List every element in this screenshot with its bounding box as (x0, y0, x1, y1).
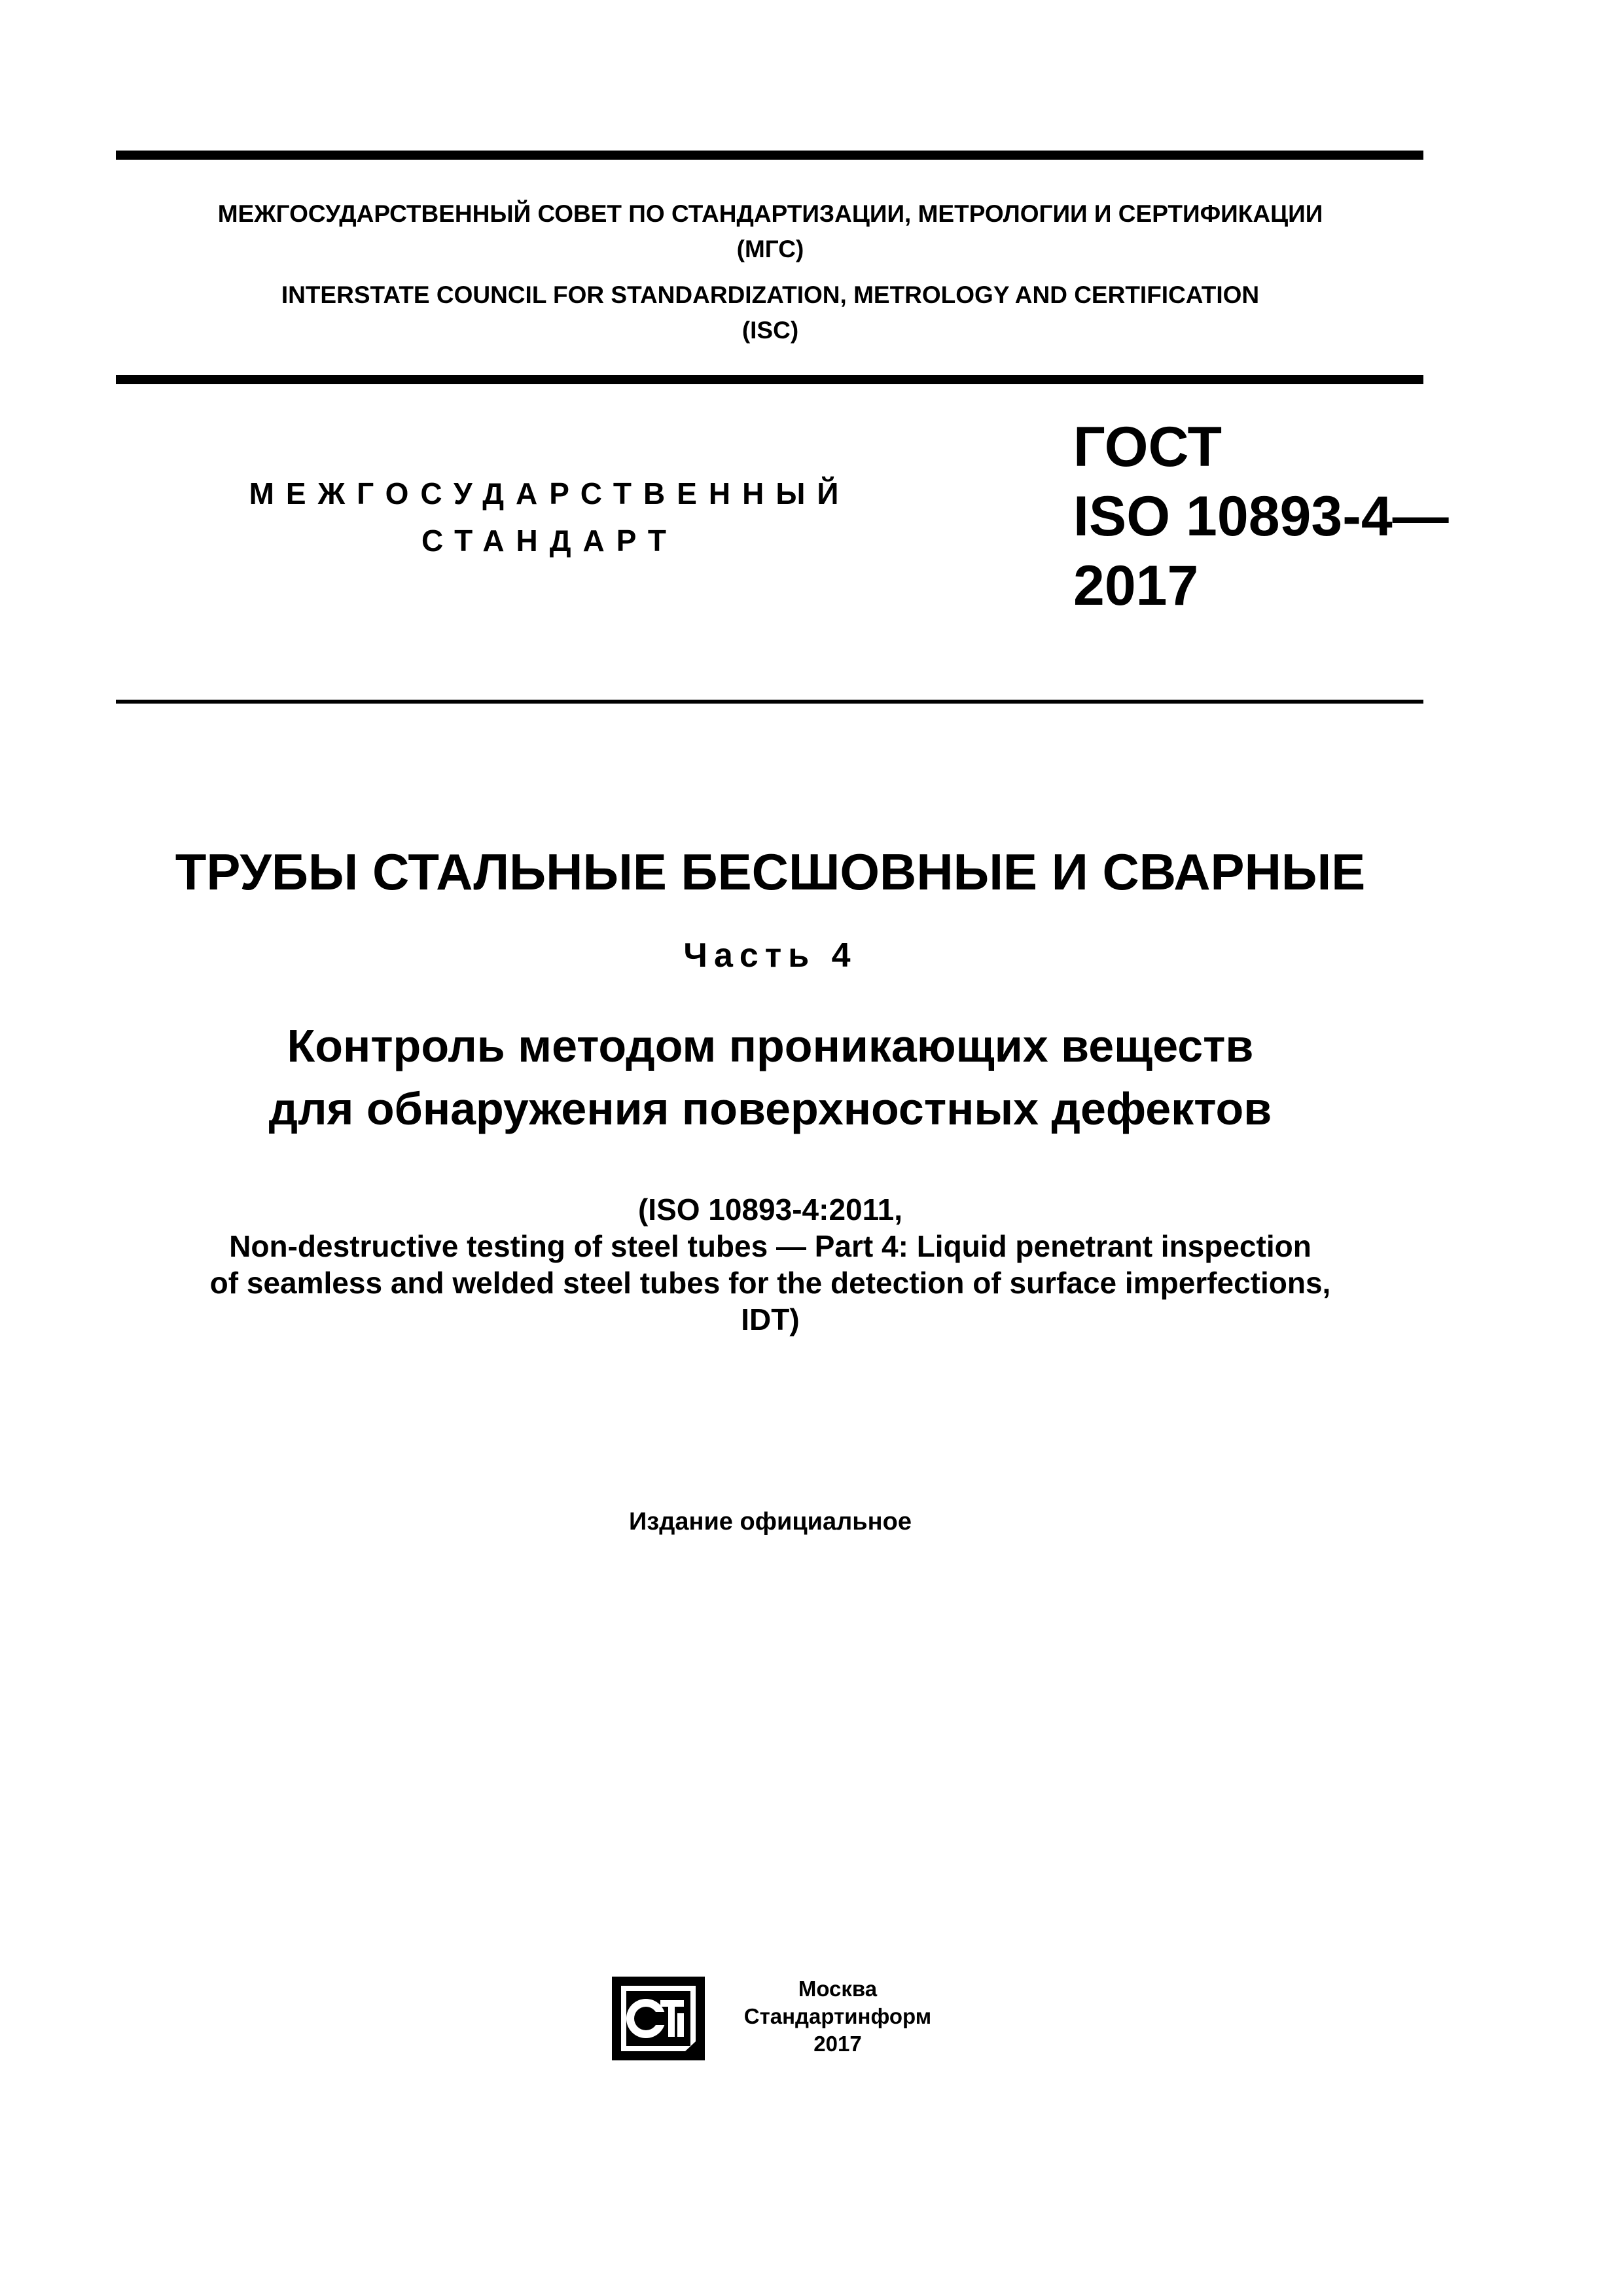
standard-type-line2: СТАНДАРТ (421, 524, 678, 558)
standard-designation (1073, 412, 1449, 620)
standard-type-line1: МЕЖГОСУДАРСТВЕННЫЙ (249, 476, 851, 511)
document-subtitle (116, 1014, 1425, 1140)
subtitle-line2: для обнаружения поверхностных дефектов (268, 1083, 1272, 1134)
edition-label: Издание официальное (629, 1508, 912, 1535)
iso-reference-line1: (ISO 10893-4:2011, (637, 1193, 903, 1227)
header-bottom-divider (116, 700, 1423, 704)
iso-reference (116, 1191, 1425, 1338)
designation-line1: ГОСТ (1073, 416, 1222, 478)
iso-reference-line3: of seamless and welded steel tubes for the detection of surface imperfections, (209, 1266, 1331, 1300)
designation-line2: ISO 10893-4— (1073, 485, 1449, 548)
standard-type-label (223, 470, 877, 564)
standartinform-logo-icon (612, 1977, 705, 2060)
iso-reference-line2: Non-destructive testing of steel tubes — Part 4: Liquid penetrant inspection (229, 1229, 1311, 1263)
middle-divider (116, 375, 1423, 384)
subtitle-line1: Контроль методом проникающих веществ (287, 1020, 1254, 1071)
council-name-en: INTERSTATE COUNCIL FOR STANDARDIZATION, METROLOGY AND CERTIFICATION (281, 281, 1260, 308)
publisher-year: 2017 (813, 2032, 862, 2056)
council-abbr-en: (ISC) (741, 317, 799, 344)
publisher-city: Москва (798, 1977, 878, 2001)
document-title: ТРУБЫ СТАЛЬНЫЕ БЕСШОВНЫЕ И СВАРНЫЕ (175, 843, 1366, 901)
part-number: Часть 4 (683, 937, 857, 975)
council-name-ru: МЕЖГОСУДАРСТВЕННЫЙ СОВЕТ ПО СТАНДАРТИЗАЦИИ, МЕТРОЛОГИИ И СЕРТИФИКАЦИИ (217, 200, 1323, 227)
designation-line3: 2017 (1073, 554, 1199, 617)
top-divider (116, 151, 1423, 160)
iso-reference-line4: IDT) (741, 1302, 800, 1336)
publisher-name: Стандартинформ (743, 2004, 932, 2028)
council-abbr-ru: (МГС) (736, 236, 804, 262)
publisher-block (700, 1975, 975, 2058)
